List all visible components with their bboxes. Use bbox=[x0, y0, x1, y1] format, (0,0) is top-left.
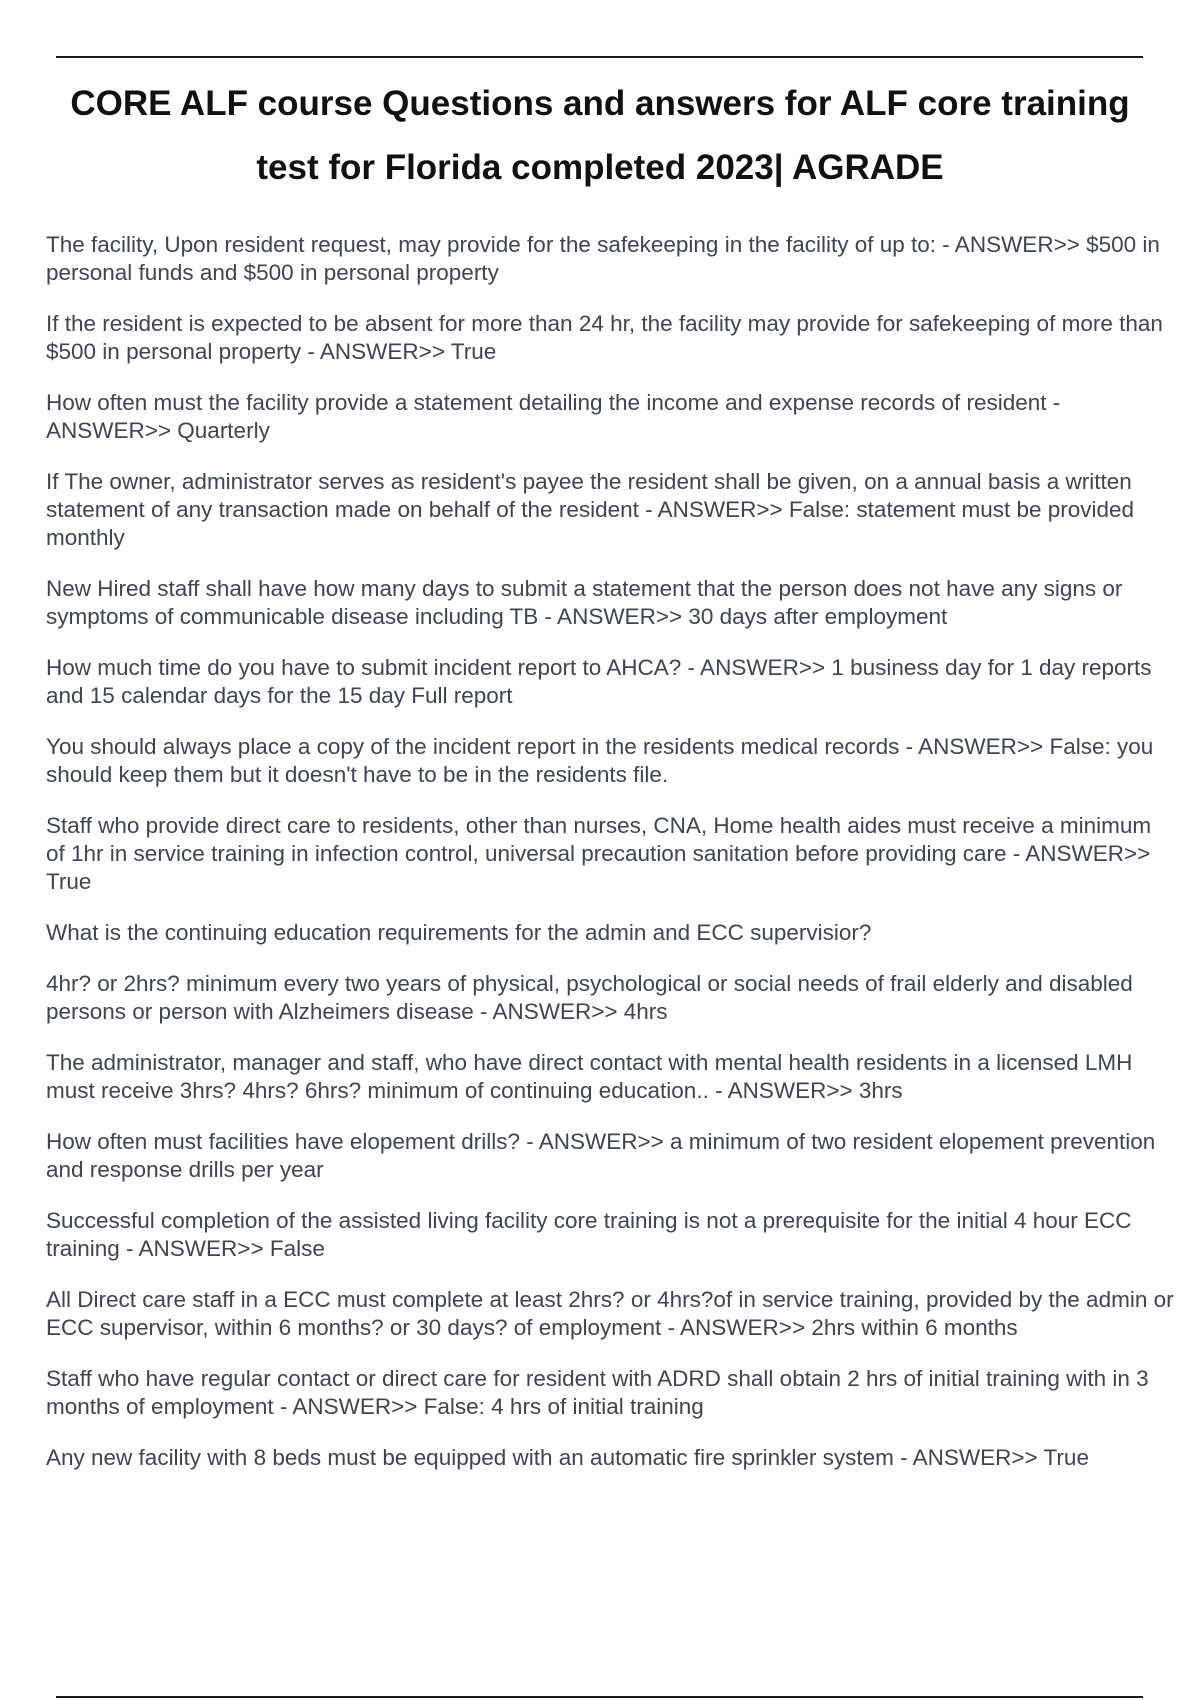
qa-item: How often must the facility provide a statement detailing the income and expense records of resident - ANSWER>> Quarterly bbox=[46, 390, 1061, 443]
qa-item: You should always place a copy of the incident report in the residents medical records - ANSWER>> False: you should keep them but it doesn't have to be in the residents file. bbox=[46, 734, 1154, 787]
qa-item: How often must facilities have elopement drills? - ANSWER>> a minimum of two resident elopement prevention and response drills per year bbox=[46, 1129, 1156, 1182]
qa-item: New Hired staff shall have how many days to submit a statement that the person does not have any signs or symptoms of communicable disease including TB - ANSWER>> 30 days after employment bbox=[46, 576, 1123, 629]
qa-item: The facility, Upon resident request, may provide for the safekeeping in the facility of up to: - ANSWER>> $500 in personal funds and $500 in personal property bbox=[46, 232, 1160, 285]
document-title: CORE ALF course Questions and answers for ALF core training test for Florida completed 2023| AGRADE bbox=[70, 84, 1130, 187]
qa-item: Staff who provide direct care to residents, other than nurses, CNA, Home health aides must receive a minimum of 1hr in service training in infection control, universal precaution sanitation before providing care - ANSWER>> True bbox=[46, 813, 1152, 894]
qa-item: Successful completion of the assisted living facility core training is not a prerequisite for the initial 4 hour ECC training - ANSWER>> False bbox=[46, 1208, 1132, 1261]
bottom-rule bbox=[56, 1696, 1143, 1698]
qa-item: If the resident is expected to be absent for more than 24 hr, the facility may provide for safekeeping of more than $500 in personal property - ANSWER>> True bbox=[46, 311, 1163, 364]
qa-list bbox=[46, 231, 1174, 1495]
top-rule bbox=[56, 56, 1143, 58]
qa-item: Any new facility with 8 beds must be equipped with an automatic fire sprinkler system - ANSWER>> True bbox=[46, 1445, 1089, 1470]
qa-item: If The owner, administrator serves as resident's payee the resident shall be given, on a annual basis a written statement of any transaction made on behalf of the resident - ANSWER>> False: statement must be provided monthly bbox=[46, 469, 1135, 550]
qa-item: What is the continuing education requirements for the admin and ECC supervisior? bbox=[46, 920, 872, 945]
qa-item: Staff who have regular contact or direct care for resident with ADRD shall obtain 2 hrs of initial training with in 3 months of employment - ANSWER>> False: 4 hrs of initial training bbox=[46, 1366, 1149, 1419]
qa-item: 4hr? or 2hrs? minimum every two years of physical, psychological or social needs of frail elderly and disabled persons or person with Alzheimers disease - ANSWER>> 4hrs bbox=[46, 971, 1133, 1024]
qa-item: The administrator, manager and staff, who have direct contact with mental health residents in a licensed LMH must receive 3hrs? 4hrs? 6hrs? minimum of continuing education.. - ANSWER>> 3hrs bbox=[46, 1050, 1133, 1103]
qa-item: All Direct care staff in a ECC must complete at least 2hrs? or 4hrs?of in service training, provided by the admin or ECC supervisor, within 6 months? or 30 days? of employment - ANSWER>> 2hrs within 6 months bbox=[46, 1287, 1174, 1340]
qa-item: How much time do you have to submit incident report to AHCA? - ANSWER>> 1 business day for 1 day reports and 15 calendar days for the 15 day Full report bbox=[46, 655, 1152, 708]
